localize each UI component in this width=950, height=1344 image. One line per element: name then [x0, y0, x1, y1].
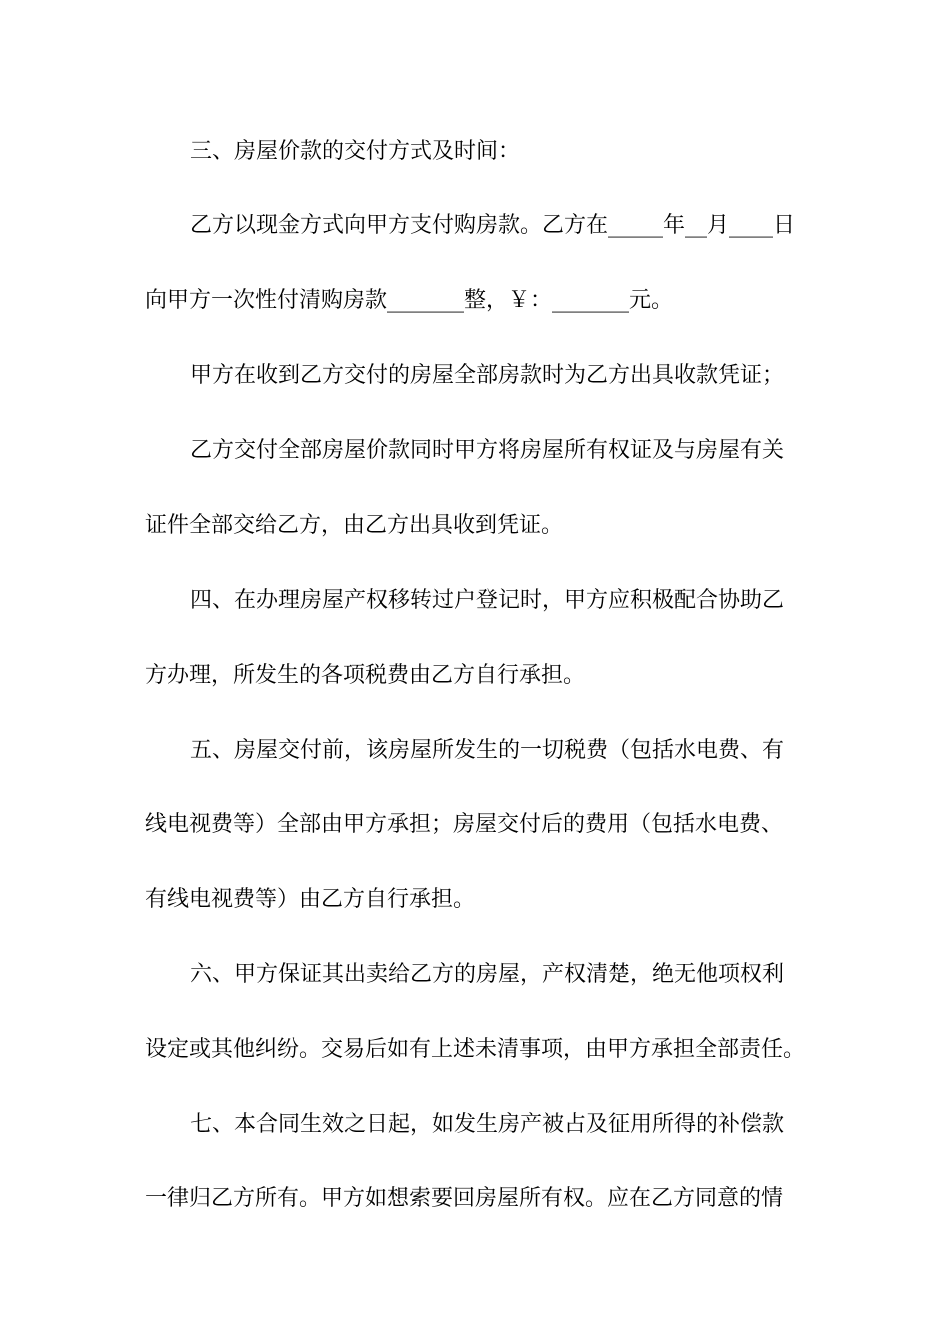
clause-3-heading: 三、房屋价款的交付方式及时间：: [190, 139, 521, 164]
text-line: 设定或其他纠纷。交易后如有上述未清事项，由甲方承担全部责任。: [145, 1037, 806, 1062]
clause-7-text: 七、本合同生效之日起，如发生房产被占及征用所得的补偿款: [190, 1112, 785, 1137]
clause-5-text: 五、房屋交付前，该房屋所发生的一切税费（包括水电费、有: [190, 738, 785, 763]
text-line: 证件全部交给乙方，由乙方出具收到凭证。: [145, 513, 564, 538]
text-line: 乙方以现金方式向甲方支付购房款。乙方在_____年__月____日: [190, 213, 796, 238]
text-line: 线电视费等）全部由甲方承担；房屋交付后的费用（包括水电费、: [145, 812, 784, 837]
text-line: 有线电视费等）由乙方自行承担。: [145, 887, 476, 912]
text-line: 一律归乙方所有。甲方如想索要回房屋所有权。应在乙方同意的情: [145, 1186, 784, 1211]
text-line: 甲方在收到乙方交付的房屋全部房款时为乙方出具收款凭证；: [190, 363, 785, 388]
text-line: 方办理，所发生的各项税费由乙方自行承担。: [145, 663, 586, 688]
text-line: 乙方交付全部房屋价款同时甲方将房屋所有权证及与房屋有关: [190, 438, 785, 463]
clause-6-text: 六、甲方保证其出卖给乙方的房屋，产权清楚，绝无他项权利: [190, 962, 785, 987]
clause-4-text: 四、在办理房屋产权移转过户登记时，甲方应积极配合协助乙: [190, 588, 785, 613]
text-line: 向甲方一次性付清购房款_______整，￥：_______元。: [145, 288, 674, 313]
